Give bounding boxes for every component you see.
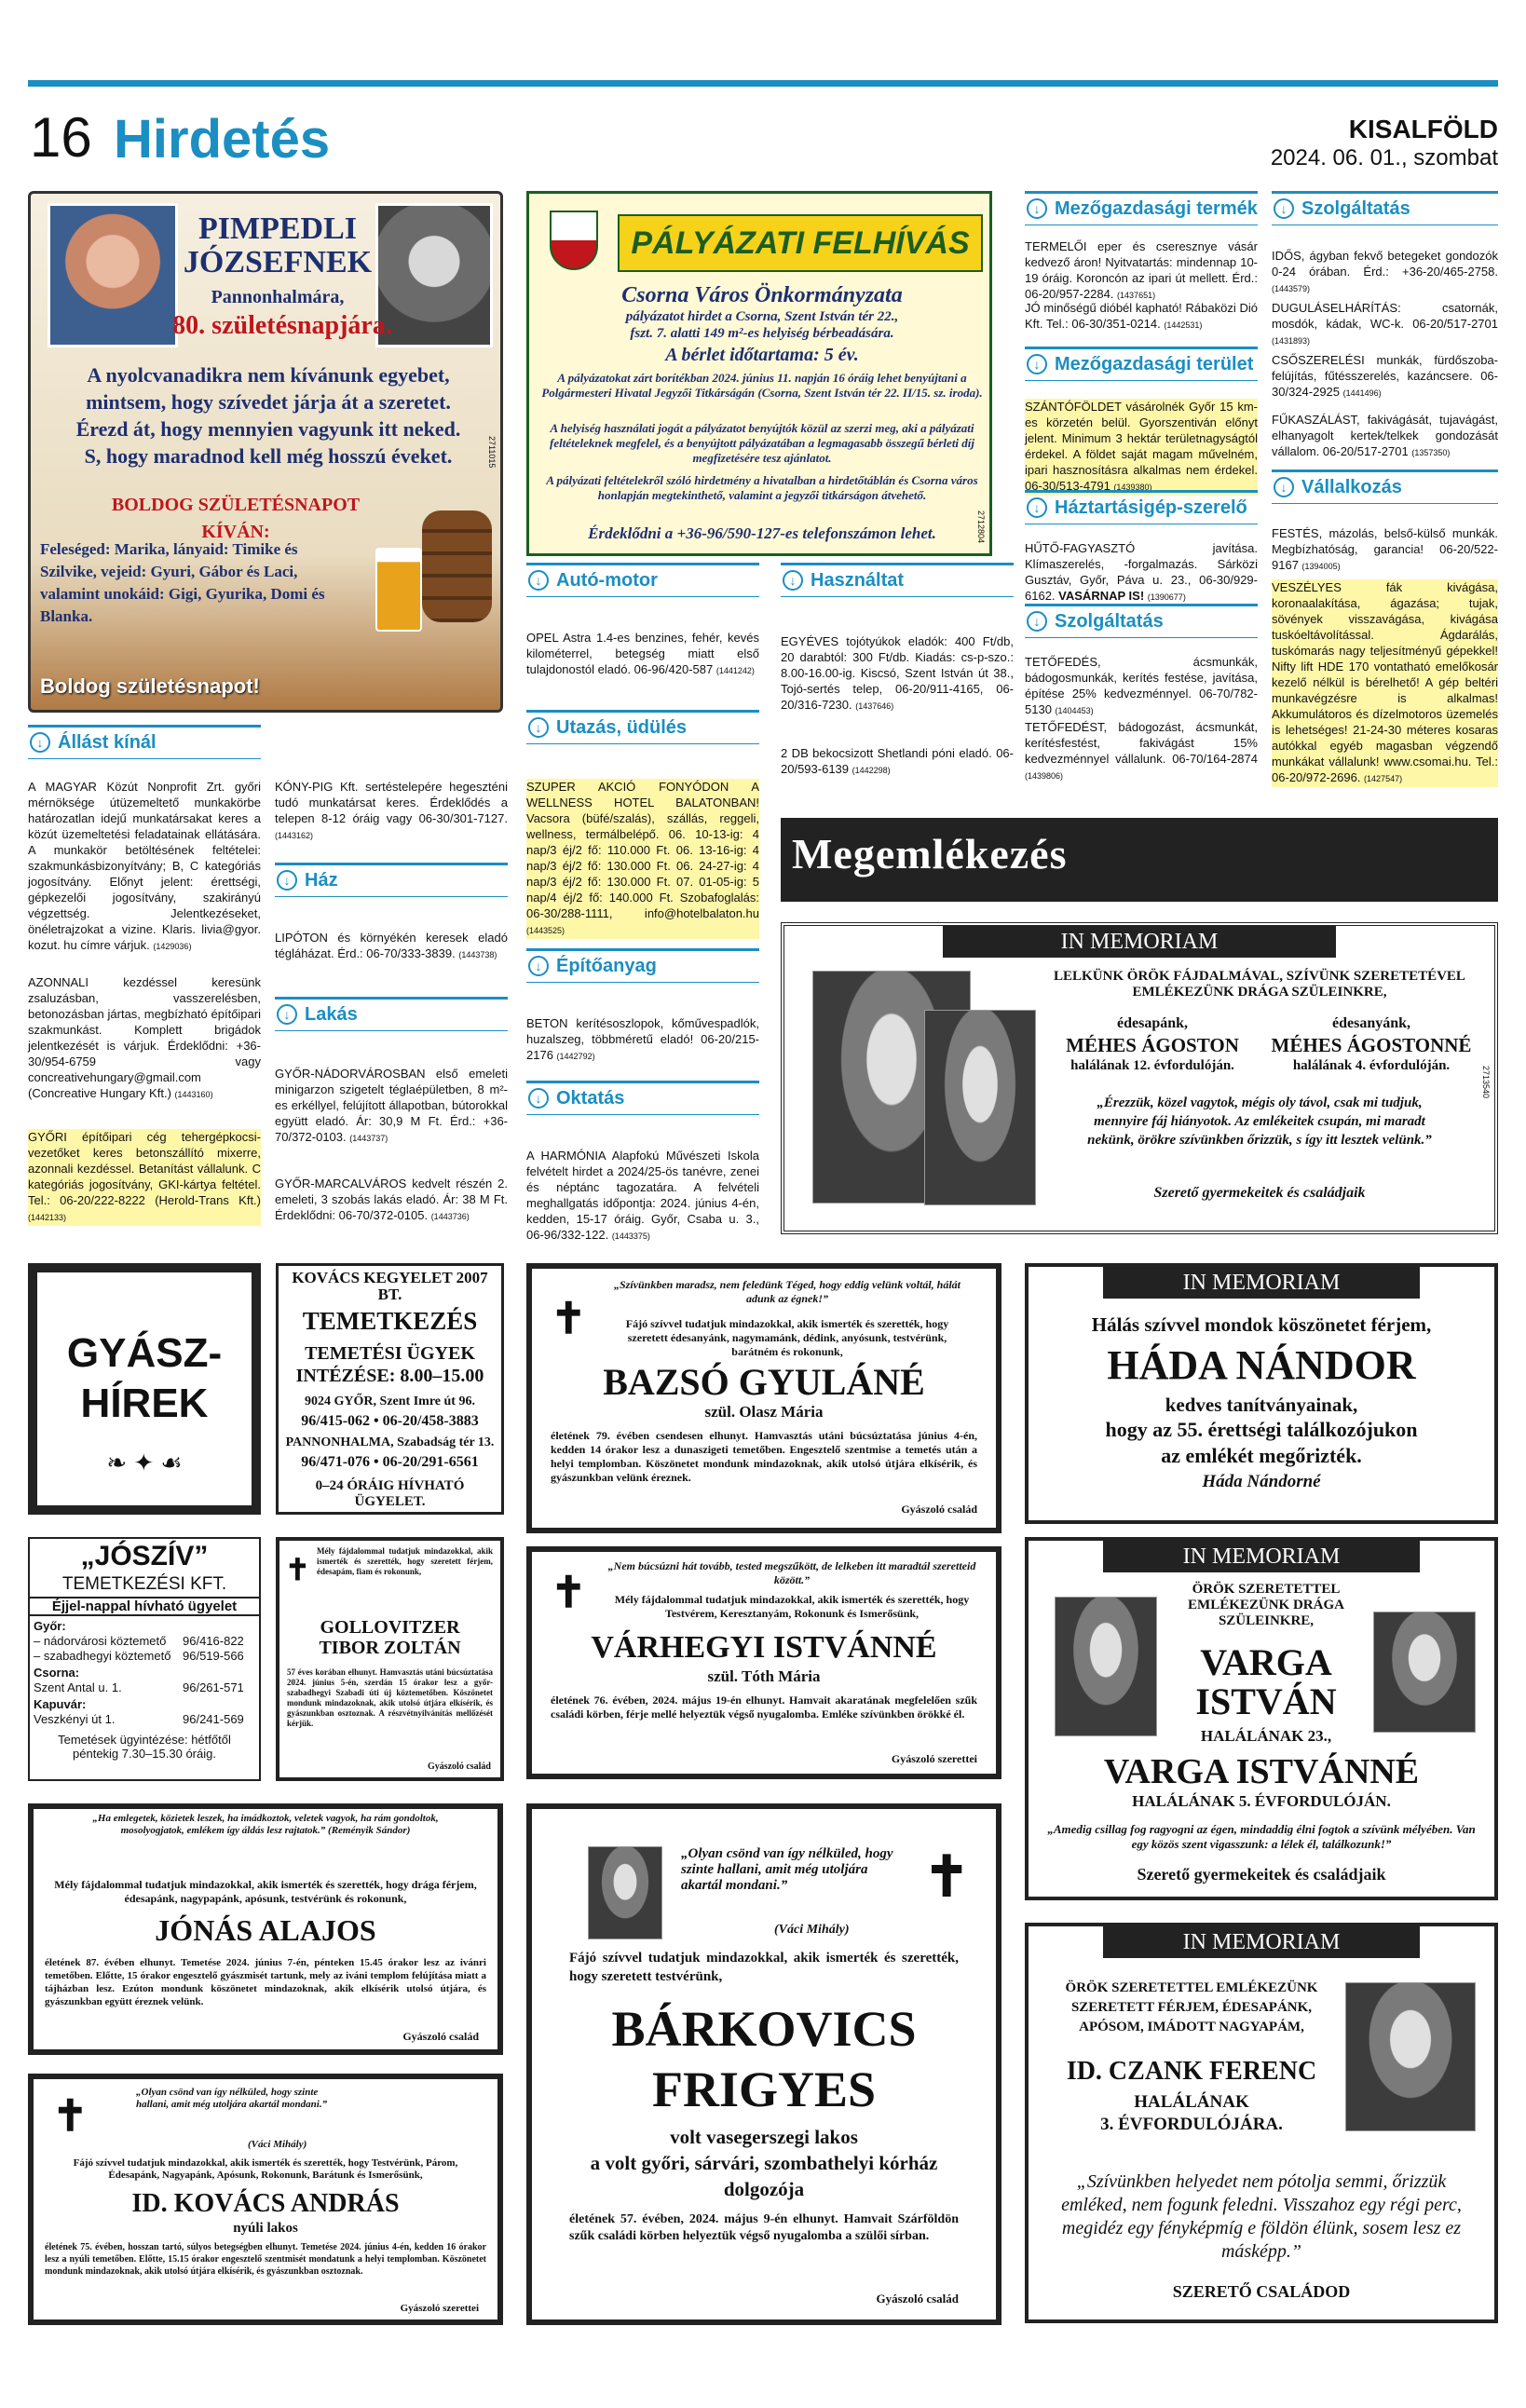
barkovics-name-2: FRIGYES — [651, 2061, 877, 2117]
arrow-down-circle-icon: ↓ — [277, 1004, 297, 1025]
joszivs-kapuvar: Kapuvár: — [34, 1697, 87, 1711]
varga-sign: Szerető gyermekeitek és családjaik — [1137, 1865, 1386, 1884]
in-memoriam-banner: IN MEMORIAM — [943, 926, 1336, 958]
gollovitzer-text: 57 éves korában elhunyt. Hamvasztás utáni búcsúztatása 2024. június 5-én, szerdán 15 órakor lesz a győr-szabadhegyi Szabadi úti új köztemetőben. Köszönetet mondunk mindazoknak, akik utolsó útjára elkísérik, és gyászunkban osztoznak. A részvétnyilvánítás mellőzését kérjük. — [287, 1667, 493, 1728]
kovacs-andras-sign: Gyászoló szerettei — [400, 2303, 479, 2314]
varga-death-2: HALÁLÁNAK 5. ÉVFORDULÓJÁN. — [1132, 1792, 1391, 1810]
kovacs-head: KOVÁCS KEGYELET 2007 BT. — [292, 1269, 488, 1303]
man-portrait-photo — [1055, 1597, 1157, 1736]
tender-line-6: A pályázati feltételekről szóló hirdetmény a hivatalban a hirdetőtáblán és Csorna város honlapján megtekinthető, valamint a jegyzői titkárságon átvehető. — [546, 473, 978, 502]
hada-intro: Hálás szívvel mondok köszönetet férjem, — [1091, 1313, 1432, 1336]
section-szolgaltatas-2: ↓ Szolgáltatás — [1272, 191, 1498, 225]
gyaszhirek-box — [28, 1263, 261, 1515]
birthday-name: PIMPEDLI JÓZSEFNEK — [183, 211, 373, 279]
varhegyi-born: szül. Tóth Mária — [707, 1667, 821, 1685]
birthday-poem-1: A nyolcvanadikra nem kívánunk egyebet, — [87, 363, 450, 387]
tender-banner: PÁLYÁZATI FELHÍVÁS — [618, 214, 983, 272]
arrow-down-circle-icon: ↓ — [1027, 611, 1047, 632]
barkovics-poet: (Váci Mihály) — [774, 1923, 850, 1937]
joszivs-csorna: Csorna: — [34, 1666, 80, 1680]
bazso-sign: Gyászoló család — [901, 1503, 977, 1516]
woman-portrait-photo — [1373, 1612, 1476, 1733]
bazso-poem: „Szívünkben maradsz, nem feledünk Téged, hogy eddig velünk voltál, hálát adunk az égnek!” — [613, 1278, 961, 1305]
section-title: Hirdetés — [114, 109, 331, 170]
jonas-name: JÓNÁS ALAJOS — [155, 1913, 376, 1947]
joszivs-r3-phone: 96/261-571 — [183, 1680, 244, 1694]
varga-poem: „Amedig csillag fog ragyogni az égen, mindaddig élni fogtok a szívünk mélyében. Van egy közös szent vigasszunk: a lélek él, találkozunk!” — [1047, 1822, 1476, 1851]
varhegyi-text: életének 76. évében, 2024. május 19-én elhunyt. Hamvait akaratának megfelelően szűk családi körben, férje mellé helyeztük végső nyugalomba. Emléke szívünkben örökké él. — [551, 1694, 977, 1721]
cross-icon: ✝ — [923, 1845, 971, 1908]
czank-death-2: 3. ÉVFORDULÓJÁRA. — [1100, 2115, 1283, 2134]
memorial-bazso — [526, 1263, 1001, 1533]
memorial-varhegyi — [526, 1546, 1001, 1779]
joszivs-gyor: Győr: — [34, 1619, 66, 1633]
classified-huto: HŰTŐ-FAGYASZTÓ javítása. Klímaszerelés, -forgalmazás. Sárközi Gusztáv, Győr, Páva u. 23., 06-30/929-6162. VASÁRNAP IS! (1390677) — [1025, 541, 1258, 603]
section-mezogazdasagi-termek: ↓ Mezőgazdasági termék — [1025, 191, 1258, 225]
kovacs-address-1: 9024 GYŐR, Szent Imre út 96. — [305, 1394, 475, 1408]
classified-gyori: GYŐRI építőipari cég tehergépkocsi-vezetőket keres betonszállító mixerre, azonnali kezdéssel. Betanítást vállalunk. C kategóriás jogosítvány, GKI-kártya feltétel. Tel.: 06-20/222-8222 (Herold-Trans Kft.) (1442133) — [28, 1129, 261, 1226]
section-allast: ↓ Állást kínál — [28, 725, 261, 759]
arrow-down-circle-icon: ↓ — [1274, 477, 1294, 497]
meheses-left-death: halálának 12. évfordulóján. — [1070, 1058, 1234, 1073]
joszivs-r4-label: Veszkényi út 1. — [34, 1712, 116, 1726]
classified-konypig: KÓNY-PIG Kft. sertéstelepére hegeszténi tudó munkatársat keres. Érdeklődés a telepen 8-12 óráig vagy 06-30/301-7127. (1443162) — [275, 780, 508, 840]
section-vallalkozas: ↓ Vállalkozás — [1272, 469, 1498, 504]
joszivs-r4-phone: 96/241-569 — [183, 1712, 244, 1726]
barkovics-text: életének 57. évében, 2024. május 9-én elhunyt. Hamvait Szárföldön szűk családi körben helyeztük végső nyugalomba a szülői sírban. — [569, 2212, 959, 2243]
man-portrait-photo — [1345, 1982, 1476, 2131]
barkovics-poem: „Olyan csönd van így nélküled, hogy szinte hallani, amit még utoljára akartál mondani.” — [681, 1846, 893, 1893]
section-utazas: ↓ Utazás, üdülés — [526, 710, 759, 744]
ornament-divider-icon: ❧ ✦ ☙ — [106, 1449, 183, 1476]
page-number: 16 — [30, 106, 92, 169]
hada-sign: Háda Nándorné — [1202, 1472, 1321, 1491]
arrow-down-circle-icon: ↓ — [528, 1088, 549, 1109]
issue-date: 2024. 06. 01., szombat — [1270, 145, 1498, 170]
tender-line-5: A helyiség használati jogát a pályázatot benyújtók közül az szerzi meg, aki a pályázati feltételeknek megfelel, és a benyújtott pályázatában a legmagasabb összegű bérleti díj megfizetésére tesz ajánlatot. — [549, 421, 975, 465]
kovacs-andras-name: ID. KOVÁCS ANDRÁS — [131, 2189, 400, 2218]
classified-magyar: A MAGYAR Közút Nonprofit Zrt. győri mérnöksége útüzemeltető munkakörbe határozatlan idejű munkatársakat keres a közút üzemeltetési feladatainak ellátására. A munkakör betöltésének feltételei: szakmunkásbizonyítvány; B, C kategóriás jogosítvány. Előnyt jelent: érettségi, gépkezelői jogosítvány, szakirányú végzettség. Jelentkezéseket, önéletrajzokat a vizine. Klaris. livia@gyor. kozut. hu címre várjuk. (1429036) — [28, 780, 261, 952]
varhegyi-sign: Gyászoló szerettei — [891, 1752, 977, 1765]
classified-dugulas: DUGULÁSELHÁRÍTÁS: csatornák, mosdók, kádak, WC-k. 06-20/517-2701 (1431893) — [1272, 301, 1498, 346]
joszivs-r3-label: Szent Antal u. 1. — [34, 1680, 122, 1694]
cross-icon: ✝ — [52, 2091, 89, 2140]
newspaper-brand: KISALFÖLD — [1348, 115, 1498, 143]
birthday-poem-3: Érezd át, hogy mennyien vagyunk itt neked. — [75, 417, 461, 441]
joszivs-sub: TEMETKEZÉSI KFT. — [61, 1574, 227, 1594]
czank-sign: SZERETŐ CSALÁDOD — [1172, 2282, 1351, 2301]
cross-icon: ✝ — [285, 1553, 310, 1586]
barkovics-sign: Gyászoló család — [876, 2292, 959, 2306]
hada-line-2: hogy az 55. érettségi találkozójukon — [1105, 1418, 1418, 1441]
kovacs-andras-poet: (Váci Mihály) — [248, 2139, 307, 2150]
barkovics-role-3: dolgozója — [723, 2178, 805, 2200]
cross-icon: ✝ — [551, 1294, 587, 1342]
barkovics-name-1: BÁRKOVICS — [611, 2001, 917, 2057]
cross-icon: ✝ — [551, 1568, 587, 1616]
varhegyi-poem: „Nem búcsúzni hát tovább, tested megszűkött, de lelkeben itt maradtál szeretteid között.” — [607, 1559, 976, 1586]
kovacs-andras-intro: Fájó szívvel tudatjuk mindazokkal, akik ismerték és szerették, hogy Testvérünk, Párom, Édesapánk, Nagyapánk, Apósunk, Rokonunk, Barátunk és Ismerősünk, — [73, 2157, 458, 2181]
barkovics-role-1: volt vasegerszegi lakos — [670, 2126, 858, 2148]
beer-glass-image — [375, 548, 422, 632]
memorial-kovacs-andras — [28, 2074, 503, 2325]
tender-contact: Érdeklődni a +36-96/590-127-es telefonszámon lehet. — [588, 524, 936, 542]
jonas-intro: Mély fájdalommal tudatjuk mindazokkal, akik ismerték és szerették, hogy drága férjem, édesapánk, nagypapánk, apósunk, testvérünk és rokonunk, — [54, 1878, 477, 1905]
birthday-ad — [28, 191, 503, 713]
meheses-sign: Szerető gyermekeitek és családjaik — [1153, 1185, 1366, 1201]
memorial-meheses — [781, 922, 1498, 1234]
classified-tetofedes: TETŐFEDÉS, ácsmunkák, bádogosmunkák, kerítés festése, javítása, építése 25% kedvezménnyel. 06-70/782-5130 (1404453) — [1025, 655, 1258, 716]
in-memoriam-banner: IN MEMORIAM — [1103, 1541, 1420, 1572]
classified-egyeves: EGYÉVES tojótyúkok eladók: 400 Ft/db, 20 darabtól: 300 Ft/db. Kiadás: cs-p-szo.: 8.00-16.00-ig. Kiscsó, Szent István út 38., Tojó-sertés telep, 06-20/911-4165, 06-20/316-7230. (1437646) — [781, 634, 1014, 712]
arrow-down-circle-icon: ↓ — [1027, 354, 1047, 374]
classified-tetofedest: TETŐFEDÉST, bádogozást, ácsmunkát, kerítésfestést, fakivágást 15% kedvezménnyel vállalunk. 06-70/164-2874 (1439806) — [1025, 720, 1258, 781]
joszivs-ad — [28, 1537, 261, 1781]
meheses-intro: LELKÜNK ÖRÖK FÁJDALMÁVAL, SZÍVÜNK SZERETETÉVEL EMLÉKEZÜNK DRÁGA SZÜLEINKRE, — [1054, 969, 1465, 1000]
birthday-place: Pannonhalmára, — [211, 287, 345, 307]
czank-intro: ÖRÖK SZERETETTEL EMLÉKEZÜNK SZERETETT FÉRJEM, ÉDESAPÁNK, APÓSOM, IMÁDOTT NAGYAPÁM, — [1065, 1980, 1318, 2034]
czank-name: ID. CZANK FERENC — [1066, 2057, 1317, 2086]
classified-szuper: SZUPER AKCIÓ FONYÓDON A WELLNESS HOTEL BALATONBAN! Vacsora (büfé/szalás), szállás, reggeli, wellness, termálbelépő. 06. 10-13-ig: 4 nap/3 éj/2 fő: 110.000 Ft. 06. 13-16-ig: 4 nap/3 éj/2 fő: 130.000 Ft. 06. 24-27-ig: 4 nap/3 éj/2 fő: 130.000 Ft. 07. 01-05-ig: 5 nap/4 éj/2 fő: 140.000 Ft. Szobafoglalás: 06-30/288-1111, info@hotelbalaton.hu (1443525) — [526, 779, 759, 939]
ad-code: 2713540 — [1481, 1066, 1491, 1099]
gollovitzer-name: GOLLOVITZER TIBOR ZOLTÁN — [319, 1617, 461, 1658]
kovacs-address-2: PANNONHALMA, Szabadság tér 13. — [285, 1435, 495, 1449]
arrow-down-circle-icon: ↓ — [1027, 497, 1047, 518]
top-rule — [28, 80, 1498, 87]
arrow-down-circle-icon: ↓ — [30, 732, 50, 753]
hada-line-3: az emlékét megőrizték. — [1161, 1444, 1362, 1467]
section-szolgaltatas-1: ↓ Szolgáltatás — [1025, 604, 1258, 638]
classified-marcal: GYŐR-MARCALVÁROS kedvelt részén 2. emeleti, 3 szobás lakás eladó. Ár: 38 M Ft. Érdeklődni: 06-70/372-0105. (1443736) — [275, 1177, 508, 1222]
meheses-left-name: MÉHES ÁGOSTON — [1066, 1034, 1239, 1056]
joszivs-title: „JÓSZÍV” — [80, 1541, 209, 1571]
birthday-family: Feleséged: Marika, lányaid: Timike és Szilvike, vejeid: Gyuri, Gábor és Laci, valamint unokáid: Gigi, Gyurika, Domi és Blanka. — [40, 540, 325, 625]
czank-poem: „Szívünkben helyedet nem pótolja semmi, őrizzük emléked, nem fogunk feledni. Visszahoz egy régi perc, megidéz egy fényképmíg e földön élünk, sosem lesz ez másképp.” — [1061, 2171, 1462, 2262]
joszivs-r2-phone: 96/519-566 — [183, 1649, 244, 1663]
varga-name-1: VARGA ISTVÁN — [1195, 1641, 1337, 1722]
tender-line-2: fszt. 7. alatti 149 m²-es helyiség bérbeadására. — [630, 326, 894, 341]
varga-intro: ÖRÖK SZERETETTEL EMLÉKEZÜNK DRÁGA SZÜLEINKRE, — [1188, 1582, 1344, 1628]
birthday-occasion: 80. születésnapjára. — [172, 311, 392, 340]
section-haztartasigep: ↓ Háztartásigép-szerelő — [1025, 490, 1258, 524]
joszivs-r2-label: – szabadhegyi köztemető — [34, 1649, 171, 1663]
barkovics-role-2: a volt győri, sárvári, szombathelyi kórház — [590, 2152, 938, 2174]
classified-festes: FESTÉS, mázolás, belső-külső munkák. Megbízhatóság, garancia! 06-20/522-9167 (1394005) — [1272, 526, 1498, 572]
jonas-text: életének 87. évében elhunyt. Temetése 2024. június 7-én, pénteken 15.45 órakor lesz az ivánri temetőben. Előtte, 15 órakor engesztelő gyászmisét tartunk, mely az iváni templom felújítása miatt a tájházban lesz. Ezúton mondunk köszönetet mindazoknak, akik elkísérik utolsó útjára, és gyászunkban együtt éreznek velünk. — [45, 1957, 486, 2007]
man-portrait-photo — [588, 1846, 662, 1939]
bazso-born: szül. Olasz Mária — [704, 1403, 824, 1421]
memorial-hada — [1025, 1263, 1498, 1524]
birthday-footer: Boldog születésnapot! — [40, 674, 260, 698]
ad-code: 2712804 — [976, 510, 986, 544]
birthday-poem-4: S, hogy maradnod kell még hosszú éveket. — [84, 444, 453, 468]
varhegyi-name: VÁRHEGYI ISTVÁNNÉ — [591, 1630, 937, 1665]
classified-csoszer: CSŐSZERELÉSI munkák, fürdőszoba-felújítás, fűtésszerelés, kazáncsere. 06-30/324-2925 (1441496) — [1272, 353, 1498, 399]
tender-org: Csorna Város Önkormányzata — [621, 283, 903, 307]
in-memoriam-banner: IN MEMORIAM — [1103, 1926, 1420, 1958]
section-hasznalt: ↓ Használtat — [781, 563, 1014, 597]
varga-death-1: HALÁLÁNAK 23., — [1200, 1727, 1332, 1745]
classified-harmonia: A HARMÓNIA Alapfokú Művészeti Iskola felvételt hirdet a 2024/25-ös tanévre, zenei és néptánc tagozatára. A felvételi meghallgatás időpontja: 2024. június 4-én, kedden, 15-17 óráig. Győr, Csaba u. 3., 06-96/332-122. (1443375) — [526, 1149, 759, 1242]
tender-line-1: pályázatot hirdet a Csorna, Szent István tér 22., — [625, 309, 899, 324]
classified-termeloi: TERMELŐI eper és cseresznye vásár kedvező áron! Nyitvatartás: mindennap 10-19 óráig. Koroncón az ipari út mellett. Érd.: 06-20/957-2284. (1437651) — [1025, 239, 1258, 301]
birthday-poem-2: mintsem, hogy szívedet járja át a szeretet. — [86, 390, 451, 414]
bazso-name: BAZSÓ GYULÁNÉ — [603, 1361, 925, 1403]
varhegyi-intro: Mély fájdalommal tudatjuk mindazokkal, akik ismerték és szerették, hogy Testvérem, Keresztanyám, Rokonunk és Ismerősünk, — [614, 1593, 970, 1620]
classified-fukasz: FŰKASZÁLÁST, fakivágását, tujavágást, elhanyagolt kertek/telkek gondozását vállalom. 06-20/517-2701 (1357350) — [1272, 413, 1498, 458]
gollovitzer-intro: Mély fájdalommal tudatjuk mindazokkal, akik ismerték és szerették, hogy szeretett férjem, édesapám, fiam és rokonunk, — [317, 1546, 493, 1576]
classified-idos: IDŐS, ágyban fekvő betegeket gondozók 0-24 órában. Érd.: +36-20/465-2758. (1443579) — [1272, 249, 1498, 293]
bazso-intro: Fájó szívvel tudatjuk mindazokkal, akik ismerték és szerették, hogy szeretett édesanyánk, nagymamánk, dédink, anyósunk, testvérünk, barátném és rokonunk, — [625, 1317, 949, 1358]
memorial-gollovitzer — [276, 1537, 504, 1781]
classified-szanto: SZÁNTÓFÖLDET vásárolnék Győr 15 km-es körzetén belül. Gyorszentiván előnyt jelent. Minimum 3 hektár területnagyságtól érdekel. A földet saját magam művelném, ipari hasznosításra alkalmas nem érdekel. 06-30/513-4791 (1439380) — [1025, 399, 1258, 496]
arrow-down-circle-icon: ↓ — [528, 956, 549, 976]
birthday-wish: BOLDOG SZÜLETÉSNAPOT KÍVÁN: — [111, 495, 361, 542]
section-oktatas: ↓ Oktatás — [526, 1081, 759, 1115]
meheses-right-death: halálának 4. évfordulóján. — [1292, 1058, 1451, 1073]
memorial-section-banner: Megemlékezés — [781, 818, 1498, 902]
bazso-text: életének 79. évében csendesen elhunyt. Hamvasztás utáni búcsúztatása június 4-én, kedden 14 órakor lesz a dunaszigeti temetőben. Engesztelő szentmise a temetés után a helyi templomban. Köszönetet mondunk mindazoknak, akik utolsó útjára elkísérik, és gyászunkban velünk éreznek. — [551, 1429, 977, 1484]
meheses-right-name: MÉHES ÁGOSTONNÉ — [1271, 1034, 1472, 1056]
jonas-sign: Gyászoló család — [402, 2030, 479, 2043]
kovacs-andras-born: nyúli lakos — [233, 2221, 298, 2236]
section-auto: ↓ Autó-motor — [526, 563, 759, 597]
classified-dio: JÓ minőségű dióbél kapható! Rábaközi Dió Kft. Tel.: 06-30/351-0214. (1442531) — [1025, 301, 1258, 331]
gyaszhirek-title: GYÁSZ-HÍREK — [66, 1330, 223, 1426]
hada-name: HÁDA NÁNDOR — [1107, 1342, 1416, 1388]
ad-code: 2711015 — [487, 436, 497, 469]
arrow-down-circle-icon: ↓ — [528, 717, 549, 738]
meheses-right-role: édesanyánk, — [1331, 1015, 1411, 1031]
woman-portrait-photo — [924, 1010, 1036, 1205]
tender-line-3: A bérlet időtartama: 5 év. — [665, 345, 859, 365]
city-crest-icon — [550, 211, 598, 270]
arrow-down-circle-icon: ↓ — [528, 570, 549, 591]
joszivs-hours: Temetések ügyintézése: hétfőtől péntekig 7.30–15.30 óráig. — [58, 1733, 231, 1761]
memorial-czank — [1025, 1923, 1498, 2323]
jonas-poem: „Ha emlegetek, közietek leszek, ha imádkoztok, veletek vagyok, ha rám gondoltok, mosolyogjatok, emlékem így áldás lesz rajtatok.” (Reményik Sándor) — [92, 1813, 439, 1836]
kovacs-night-service: 0–24 ÓRÁIG HÍVHATÓ ÜGYELET. — [315, 1478, 465, 1509]
arrow-down-circle-icon: ↓ — [783, 570, 803, 591]
arrow-down-circle-icon: ↓ — [1027, 198, 1047, 219]
meheses-poem: „Érezzük, közel vagytok, mégis oly távol, csak mi tudjuk, mennyire fáj hiányotok. Az emlékeitek csupán, mi maradt nekünk, örökre szívünkben őrizzük, s így itt lesztek velünk.” — [1087, 1095, 1432, 1148]
kovacs-kegyelet-ad — [276, 1263, 504, 1515]
classified-nador: GYŐR-NÁDORVÁROSBAN első emeleti minigarzon szigetelt téglaépületben, 8 m²-es erkéllyel, felújított állapotban, bútorokkal együtt eladó. Ár: 30,9 M Ft. Érd.: +36-70/372-0103. (1443737) — [275, 1067, 508, 1144]
gollovitzer-sign: Gyászoló család — [427, 1762, 491, 1772]
barrel-image — [422, 510, 492, 622]
joszivs-line: Éjjel-nappal hívható ügyelet — [30, 1597, 259, 1616]
classified-veszelyes: VESZÉLYES fák kivágása, koronaalakítása, ágazása; tujak, sövények visszavágása, kivágása tuskóeltávolítással. Ágdarálás, tuskómarás nagy teljesítményű gépekkel! Nifty lift HDE 170 vontatható emelőkosár kezelő nélkül is bérelhető! A gép beltéri munkavégzésre is alkalmas! Akkumulátoros és dízelmotoros üzemelés is lehetséges! 21-24-30 méteres kosaras autókkal egyéb magasban végzendő munkákat vállalunk! www.csomai.hu. Tel.: 06-20/972-2696. (1427547) — [1272, 579, 1498, 787]
kovacs-hours: TEMETÉSI ÜGYEK INTÉZÉSE: 8.00–15.00 — [295, 1343, 484, 1386]
memorial-barkovics — [526, 1803, 1001, 2325]
classified-lipoton: LIPÓTON és környékén keresek eladó tégláházat. Érd.: 06-70/333-3839. (1443738) — [275, 931, 508, 960]
tender-line-4: A pályázatokat zárt borítékban 2024. június 11. napján 16 óráig lehet benyújtani a Polgármesteri Hivatal Jegyzői Titkárságán (Csorna, Szent István tér 22. II/15. sz. iroda). — [541, 371, 983, 400]
kovacs-phone-2: 96/471-076 • 06-20/291-6561 — [301, 1454, 479, 1470]
meheses-left-role: édesapánk, — [1116, 1015, 1189, 1031]
kovacs-phone-1: 96/415-062 • 06-20/458-3883 — [301, 1413, 479, 1429]
classified-beton: BETON kerítésoszlopok, kőművespadlók, huzalszeg, többméretű eladó! 06-20/215-2176 (1442792) — [526, 1016, 759, 1062]
hada-line-1: kedves tanítványainak, — [1165, 1394, 1358, 1416]
classified-poni: 2 DB bekocsizott Shetlandi póni eladó. 06-20/593-6139 (1442298) — [781, 746, 1014, 776]
tender-notice-ad — [526, 191, 992, 556]
in-memoriam-banner: IN MEMORIAM — [1103, 1267, 1420, 1299]
kovacs-andras-text: életének 75. évében, hosszan tartó, súlyos betegségben elhunyt. Temetése 2024. június 4-én, kedden 16 órakor lesz a nyúli temetőben. Előtte, 15.15 órakor engesztelő szentmisét mondatunk a helyi templomban. Köszönetet mondunk mindazoknak, akik utolsó útjára elkísérik, és gyászunkban osztoznak. — [45, 2242, 486, 2277]
section-mezogazdasagi-terulet: ↓ Mezőgazdasági terület — [1025, 347, 1258, 381]
czank-death-1: HALÁLÁNAK — [1134, 2092, 1249, 2112]
kovacs-title: TEMETKEZÉS — [302, 1307, 478, 1335]
varga-name-2: VARGA ISTVÁNNÉ — [1103, 1752, 1420, 1791]
section-epitoanyag: ↓ Építőanyag — [526, 948, 759, 983]
arrow-down-circle-icon: ↓ — [277, 870, 297, 891]
joszivs-r1-phone: 96/416-822 — [183, 1634, 244, 1648]
classified-opel: OPEL Astra 1.4-es benzines, fehér, kevés kilométerrel, betegség miatt első tulajdonostól eladó. 06-96/420-587 (1441242) — [526, 631, 759, 676]
classified-azonnali: AZONNALI kezdéssel keresünk zsaluzásban, vasszerelésben, betonozásban jártas, megbízható építőipari szakmunkást. Komplett brigádok jelentkezését is várjuk. Érdeklődni: +36-30/954-6759 vagy concreativehungary@gmail.com (Concreative Hungary Kft.) (1443160) — [28, 975, 261, 1100]
joszivs-r1-label: – nádorvárosi köztemető — [34, 1634, 167, 1648]
section-haz: ↓ Ház — [275, 863, 508, 897]
memorial-varga — [1025, 1537, 1498, 1900]
memorial-jonas — [28, 1803, 503, 2055]
kovacs-andras-poem: „Olyan csönd van így nélküled, hogy szinte hallani, amit még utoljára akartál mondani.” — [136, 2087, 328, 2110]
arrow-down-circle-icon: ↓ — [1274, 198, 1294, 219]
section-lakas: ↓ Lakás — [275, 997, 508, 1031]
barkovics-intro: Fájó szívvel tudatjuk mindazokkal, akik ismerték és szerették, hogy szeretett testvérünk, — [569, 1951, 959, 1984]
